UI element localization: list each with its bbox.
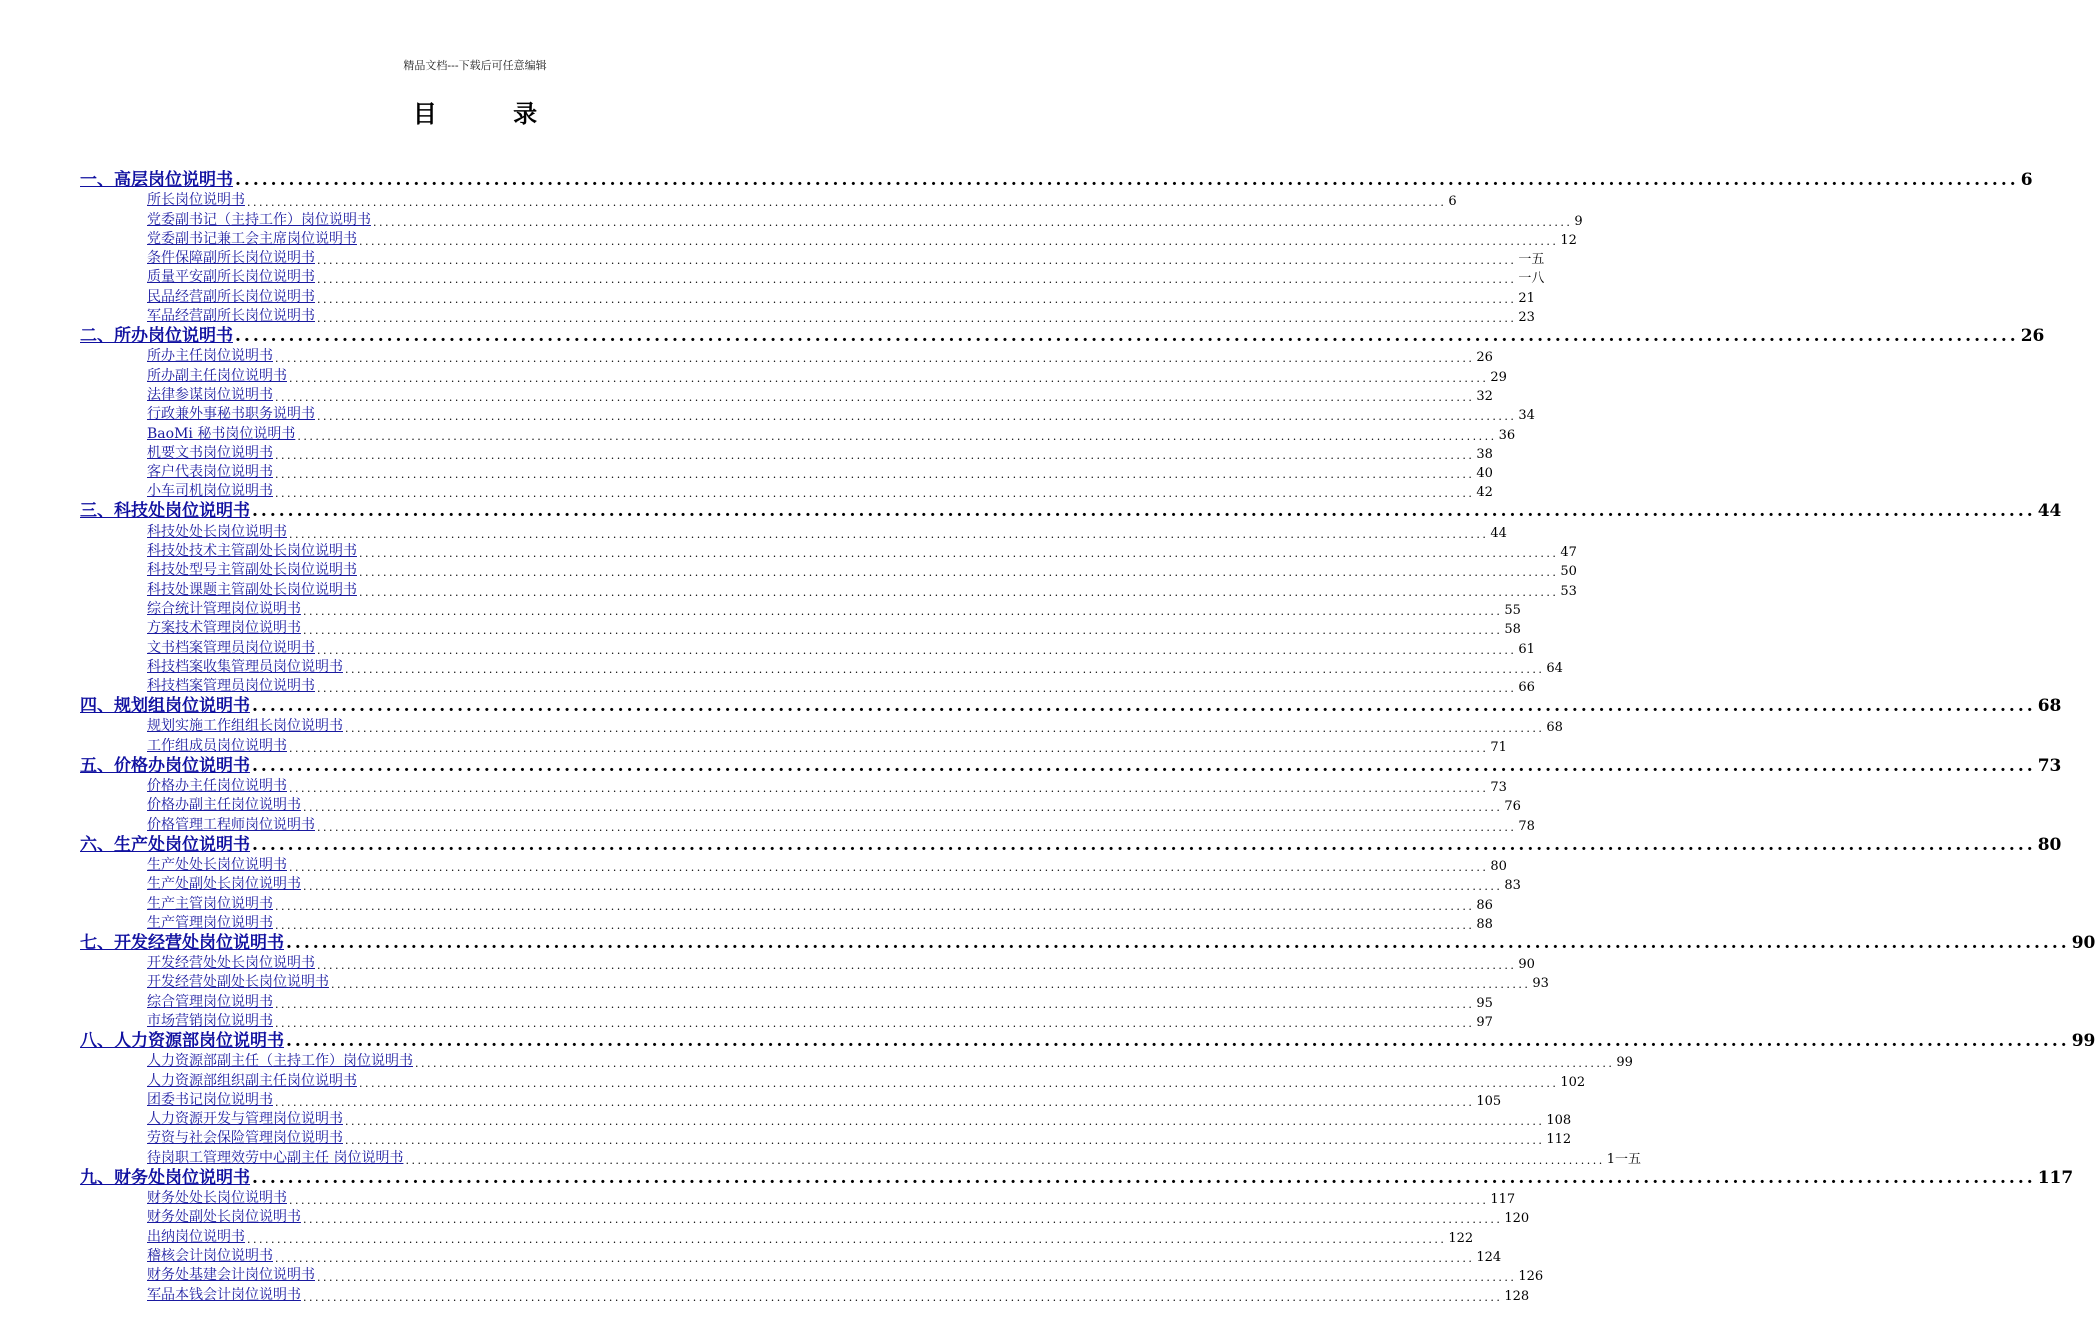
toc-item-entry[interactable]: [80, 599, 1521, 618]
toc-item-page: 99: [1616, 1055, 1633, 1071]
toc-section-title[interactable]: 九、财务处岗位说明书: [80, 1167, 250, 1188]
toc-item-title[interactable]: 条件保障副所长岗位说明书: [147, 250, 315, 267]
toc-item-entry[interactable]: [80, 1051, 1633, 1071]
toc-item-entry[interactable]: [80, 1207, 1530, 1227]
toc-item-entry[interactable]: [80, 385, 1493, 404]
toc-item-title[interactable]: 综合管理岗位说明书: [147, 993, 273, 1010]
toc-item-entry[interactable]: [80, 874, 1521, 894]
toc-item-title[interactable]: 人力资源部组织副主任岗位说明书: [147, 1072, 357, 1089]
toc-section-title[interactable]: 五、价格办岗位说明书: [80, 755, 250, 776]
dot-leader: ........................................................................................................................................................................................................: [415, 1057, 1615, 1071]
toc-item-page: 53: [1560, 583, 1577, 599]
toc-item-title[interactable]: 劳资与社会保险管理岗位说明书: [147, 1130, 343, 1147]
toc-item-title[interactable]: 规划实施工作组组长岗位说明书: [147, 718, 343, 735]
toc-item-page: 61: [1518, 641, 1535, 657]
toc-item-entry[interactable]: [80, 1226, 1474, 1246]
toc-item-page: 86: [1476, 897, 1493, 913]
toc-item-page: 29: [1490, 369, 1507, 385]
toc-item-title[interactable]: 质量平安副所长岗位说明书: [147, 269, 315, 286]
dot-leader: ........................................................................................................................................................................................................: [317, 410, 1517, 424]
dot-leader: ........................................................................................................................................................................................................: [345, 662, 1545, 676]
toc-section-title[interactable]: 二、所办岗位说明书: [80, 326, 233, 347]
toc-item-title[interactable]: 科技处处长岗位说明书: [147, 523, 287, 540]
toc-item-entry[interactable]: [80, 893, 1493, 913]
dot-leader: ........................................................................................................................................................................................................: [275, 448, 1475, 462]
dot-leader: ........................................................................................................................................................................................................: [289, 371, 1489, 385]
dot-leader: ........................................................................................................................................................................................................: [275, 352, 1475, 366]
toc-item-title[interactable]: 综合统计管理岗位说明书: [147, 600, 301, 617]
toc-item-entry[interactable]: [80, 443, 1493, 462]
toc-item-page: 108: [1546, 1113, 1572, 1129]
dot-leader: ........................................................................................................................................................................................................: [317, 254, 1517, 268]
toc-item-title[interactable]: 科技处技术主管副处长岗位说明书: [147, 543, 357, 560]
dot-leader: ........................................................................................................................................................................................................: [359, 585, 1559, 599]
toc-item-title[interactable]: 所办副主任岗位说明书: [147, 367, 287, 384]
dot-leader: ........................................................................................................................................................................................................: [297, 429, 1497, 443]
dot-leader: ........................................................................................................................................................................................................: [303, 604, 1503, 618]
toc-item-title[interactable]: 财务处处长岗位说明书: [147, 1190, 287, 1207]
toc-item-page: 105: [1476, 1093, 1502, 1109]
toc-item-page: 93: [1532, 976, 1549, 992]
toc-item-title[interactable]: 人力资源开发与管理岗位说明书: [147, 1111, 343, 1128]
toc-item-title[interactable]: 科技档案收集管理员岗位说明书: [147, 658, 343, 675]
toc-item-entry[interactable]: [80, 776, 1507, 796]
toc-item-page: 50: [1560, 564, 1577, 580]
dot-leader: ........................................................................................................................................................................................................: [405, 1153, 1605, 1167]
dot-leader: ........................................................................................................................................................................................................: [317, 1271, 1517, 1285]
toc-section-title[interactable]: 一、高层岗位说明书: [80, 170, 233, 190]
dot-leader: ........................................................................................................................................................................................................: [317, 273, 1517, 287]
toc-item-title[interactable]: 军品本钱会计岗位说明书: [147, 1286, 301, 1303]
toc-item-entry[interactable]: [80, 1246, 1502, 1265]
dot-leader: ........................................................................................................................................................................................................: [345, 1115, 1545, 1129]
toc-item-entry[interactable]: [80, 423, 1516, 443]
toc-item-entry[interactable]: [80, 267, 1545, 287]
toc-item-page: 55: [1504, 602, 1521, 618]
toc-item-entry[interactable]: [80, 209, 1583, 229]
toc-item-page: 80: [1490, 858, 1507, 874]
toc-item-title[interactable]: 客户代表岗位说明书: [147, 464, 273, 481]
toc-item-title[interactable]: 行政兼外事秘书职务说明书: [147, 406, 315, 423]
dot-leader: ........................................................................................................................................................................................................: [275, 997, 1475, 1011]
toc-item-page: 44: [1490, 525, 1507, 541]
toc-item-title[interactable]: 财务处副处长岗位说明书: [147, 1209, 301, 1226]
dot-leader: ........................................................................................................................................................................................................: [359, 234, 1559, 248]
toc-item-page: 78: [1518, 818, 1535, 834]
toc-section-entry[interactable]: [80, 500, 2062, 522]
toc-item-entry[interactable]: [80, 286, 1535, 306]
toc-item-page: 9: [1574, 213, 1583, 229]
toc-section-title[interactable]: 七、开发经营处岗位说明书: [80, 932, 284, 953]
dot-leader: ........................................................................................................................................................................................................: [317, 820, 1517, 834]
dot-leader: ........................................................................................................................................................................................................: [275, 1016, 1475, 1030]
dot-leader: ........................................................................................................................................................................................................: [345, 1134, 1545, 1148]
toc-item-page: 122: [1448, 1230, 1474, 1246]
toc-item-title[interactable]: 所长岗位说明书: [147, 192, 245, 209]
toc-item-page: 112: [1546, 1132, 1572, 1148]
toc-item-entry[interactable]: [80, 462, 1493, 482]
toc-item-page: 117: [1490, 1192, 1516, 1208]
toc-item-entry[interactable]: [80, 346, 1493, 366]
toc-item-entry[interactable]: [80, 248, 1545, 268]
toc-item-page: 95: [1476, 995, 1493, 1011]
dot-leader: ........................................................................................................................................................................................................: [289, 527, 1489, 541]
toc-section-page: 99: [2071, 1030, 2095, 1051]
toc-item-title[interactable]: 工作组成员岗位说明书: [147, 737, 287, 754]
dot-leader: ........................................................................................................................................................................................................: [303, 1213, 1503, 1227]
toc-item-entry[interactable]: [80, 953, 1535, 973]
toc-item-entry[interactable]: [80, 190, 1457, 210]
dot-leader: ........................................................................................................................................................................................................: [289, 782, 1489, 796]
toc-item-entry[interactable]: [80, 1090, 1502, 1109]
dot-leader: ........................................................................................................................................................................................................: [252, 696, 2036, 717]
toc-item-title[interactable]: 所办主任岗位说明书: [147, 348, 273, 365]
toc-item-title[interactable]: 科技处课题主管副处长岗位说明书: [147, 581, 357, 598]
toc-item-page: 97: [1476, 1014, 1493, 1030]
toc-item-title[interactable]: 市场营销岗位说明书: [147, 1012, 273, 1029]
toc-item-page: 一八: [1518, 271, 1545, 287]
header-note: 精品文档---下载后可任意编辑: [403, 59, 547, 72]
toc-item-entry[interactable]: [80, 716, 1563, 736]
toc-item-page: 一五: [1518, 252, 1545, 268]
toc-item-title[interactable]: 财务处基建会计岗位说明书: [147, 1267, 315, 1284]
toc-item-entry[interactable]: [80, 618, 1521, 638]
toc-section-entry[interactable]: [80, 932, 2095, 953]
toc-item-page: 71: [1490, 739, 1507, 755]
dot-leader: ........................................................................................................................................................................................................: [286, 932, 2070, 953]
toc-item-page: 83: [1504, 878, 1521, 894]
toc-item-title[interactable]: 出纳岗位说明书: [147, 1228, 245, 1245]
toc-item-page: 128: [1504, 1288, 1530, 1304]
toc-section-title[interactable]: 三、科技处岗位说明书: [80, 501, 250, 522]
dot-leader: ........................................................................................................................................................................................................: [317, 312, 1517, 326]
toc-section-entry[interactable]: [80, 325, 2045, 347]
toc-section-page: 117: [2037, 1167, 2074, 1188]
toc-item-page: 58: [1504, 622, 1521, 638]
toc-item-page: 38: [1476, 446, 1493, 462]
toc-item-entry[interactable]: [80, 365, 1507, 385]
dot-leader: ........................................................................................................................................................................................................: [359, 547, 1559, 561]
toc-item-title[interactable]: 价格管理工程师岗位说明书: [147, 816, 315, 833]
toc-item-title[interactable]: 开发经营处处长岗位说明书: [147, 955, 315, 972]
dot-leader: ........................................................................................................................................................................................................: [247, 196, 1447, 210]
toc-section-entry[interactable]: [80, 834, 2062, 855]
toc-item-entry[interactable]: [80, 657, 1563, 676]
toc-section-page: 44: [2037, 501, 2062, 522]
dot-leader: ........................................................................................................................................................................................................: [317, 682, 1517, 696]
toc-item-title[interactable]: 生产处处长岗位说明书: [147, 856, 287, 873]
dot-leader: ........................................................................................................................................................................................................: [252, 834, 2036, 855]
toc-item-page: 23: [1518, 310, 1535, 326]
dot-leader: ........................................................................................................................................................................................................: [275, 487, 1475, 501]
dot-leader: ........................................................................................................................................................................................................: [235, 170, 2019, 190]
dot-leader: ........................................................................................................................................................................................................: [345, 722, 1545, 736]
toc-item-page: 36: [1498, 427, 1516, 443]
toc-item-entry[interactable]: [80, 1284, 1530, 1304]
toc-item-title[interactable]: 团委书记岗位说明书: [147, 1091, 273, 1108]
toc-item-title[interactable]: 生产管理岗位说明书: [147, 914, 273, 931]
dot-leader: ........................................................................................................................................................................................................: [303, 1290, 1503, 1304]
toc-item-title[interactable]: 民品经营副所长岗位说明书: [147, 288, 315, 305]
toc-section-page: 26: [2020, 326, 2045, 347]
toc-item-page: 40: [1476, 466, 1493, 482]
toc-item-page: 64: [1546, 660, 1563, 676]
dot-leader: ........................................................................................................................................................................................................: [289, 1194, 1489, 1208]
dot-leader: ........................................................................................................................................................................................................: [289, 860, 1489, 874]
toc-item-title[interactable]: 科技处型号主管副处长岗位说明书: [147, 562, 357, 579]
toc-item-page: 6: [1448, 194, 1457, 210]
toc-item-page: 73: [1490, 780, 1507, 796]
page-title: 目 录: [412, 99, 572, 128]
toc-item-page: 120: [1504, 1211, 1530, 1227]
toc-item-title[interactable]: 科技档案管理员岗位说明书: [147, 678, 315, 695]
toc-item-title[interactable]: 生产主管岗位说明书: [147, 895, 273, 912]
toc-item-entry[interactable]: [80, 579, 1577, 599]
dot-leader: ........................................................................................................................................................................................................: [289, 741, 1489, 755]
dot-leader: ........................................................................................................................................................................................................: [247, 1232, 1447, 1246]
toc-item-page: 47: [1560, 545, 1577, 561]
dot-leader: ........................................................................................................................................................................................................: [359, 1076, 1559, 1090]
toc-item-page: 21: [1518, 290, 1535, 306]
toc-item-title[interactable]: 价格办副主任岗位说明书: [147, 797, 301, 814]
toc-item-page: 68: [1546, 720, 1563, 736]
dot-leader: ........................................................................................................................................................................................................: [275, 918, 1475, 932]
toc-item-title[interactable]: 开发经营处副处长岗位说明书: [147, 974, 329, 991]
toc-item-title[interactable]: 文书档案管理员岗位说明书: [147, 639, 315, 656]
toc-item-entry[interactable]: [80, 637, 1535, 657]
dot-leader: ........................................................................................................................................................................................................: [275, 1251, 1475, 1265]
toc-item-page: 12: [1560, 232, 1577, 248]
dot-leader: ........................................................................................................................................................................................................: [252, 755, 2036, 776]
toc-item-entry[interactable]: [80, 795, 1521, 815]
toc-section-page: 80: [2037, 834, 2062, 855]
toc-item-title[interactable]: 小车司机岗位说明书: [147, 483, 273, 500]
toc-section-page: 6: [2020, 170, 2033, 190]
toc-item-page: 32: [1476, 388, 1493, 404]
toc-item-page: 34: [1518, 408, 1535, 424]
toc-item-page: 76: [1504, 799, 1521, 815]
toc-item-entry[interactable]: [80, 855, 1507, 874]
toc-item-page: 66: [1518, 680, 1535, 696]
dot-leader: ........................................................................................................................................................................................................: [317, 643, 1517, 657]
toc-item-page: 126: [1518, 1269, 1544, 1285]
dot-leader: ........................................................................................................................................................................................................: [275, 390, 1475, 404]
toc-section-page: 68: [2037, 696, 2062, 717]
dot-leader: ........................................................................................................................................................................................................: [303, 880, 1503, 894]
dot-leader: ........................................................................................................................................................................................................: [252, 501, 2036, 522]
toc-item-entry[interactable]: [80, 1128, 1572, 1148]
dot-leader: ........................................................................................................................................................................................................: [252, 1167, 2036, 1188]
toc-item-page: 90: [1518, 957, 1535, 973]
toc-item-page: 26: [1476, 350, 1493, 366]
toc-item-page: 102: [1560, 1074, 1586, 1090]
dot-leader: ........................................................................................................................................................................................................: [275, 468, 1475, 482]
dot-leader: ........................................................................................................................................................................................................: [275, 899, 1475, 913]
toc-item-entry[interactable]: [80, 1265, 1544, 1285]
dot-leader: ........................................................................................................................................................................................................: [317, 292, 1517, 306]
toc-item-title[interactable]: 人力资源部副主任（主持工作）岗位说明书: [147, 1053, 413, 1070]
toc-item-entry[interactable]: [80, 560, 1577, 580]
toc-item-entry[interactable]: [80, 991, 1493, 1011]
toc-section-title[interactable]: 八、人力资源部岗位说明书: [80, 1030, 284, 1051]
toc-item-entry[interactable]: [80, 1070, 1586, 1090]
toc-item-title[interactable]: 党委副书记（主持工作）岗位说明书: [147, 211, 371, 228]
toc-section-title[interactable]: 六、生产处岗位说明书: [80, 834, 250, 855]
table-of-contents: [80, 169, 2095, 1304]
dot-leader: ........................................................................................................................................................................................................: [286, 1030, 2070, 1051]
dot-leader: ........................................................................................................................................................................................................: [235, 326, 2019, 347]
dot-leader: ........................................................................................................................................................................................................: [303, 624, 1503, 638]
dot-leader: ........................................................................................................................................................................................................: [331, 978, 1531, 992]
toc-item-entry[interactable]: [80, 1188, 1516, 1208]
toc-item-entry[interactable]: [80, 541, 1577, 561]
toc-section-title[interactable]: 四、规划组岗位说明书: [80, 696, 250, 717]
toc-item-title[interactable]: 价格办主任岗位说明书: [147, 778, 287, 795]
toc-section-entry[interactable]: [80, 169, 2033, 190]
toc-item-title[interactable]: BaoMi 秘书岗位说明书: [147, 425, 296, 442]
toc-item-title[interactable]: 生产处副处长岗位说明书: [147, 876, 301, 893]
dot-leader: ........................................................................................................................................................................................................: [303, 801, 1503, 815]
toc-item-title[interactable]: 机要文书岗位说明书: [147, 444, 273, 461]
toc-item-title[interactable]: 军品经营副所长岗位说明书: [147, 308, 315, 325]
toc-item-entry[interactable]: [80, 404, 1535, 424]
toc-section-entry[interactable]: [80, 1030, 2095, 1051]
toc-item-page: 1一五: [1606, 1151, 1642, 1167]
toc-item-entry[interactable]: [80, 972, 1549, 992]
dot-leader: ........................................................................................................................................................................................................: [359, 566, 1559, 580]
toc-section-entry[interactable]: [80, 1167, 2074, 1188]
toc-item-title[interactable]: 党委副书记兼工会主席岗位说明书: [147, 230, 357, 247]
toc-section-entry[interactable]: [80, 755, 2062, 776]
toc-item-page: 88: [1476, 916, 1493, 932]
dot-leader: ........................................................................................................................................................................................................: [317, 959, 1517, 973]
dot-leader: ........................................................................................................................................................................................................: [275, 1095, 1475, 1109]
toc-item-title[interactable]: 稽核会计岗位说明书: [147, 1247, 273, 1264]
toc-section-page: 90: [2071, 932, 2095, 953]
toc-item-title[interactable]: 方案技术管理岗位说明书: [147, 620, 301, 637]
toc-item-title[interactable]: 法律参谋岗位说明书: [147, 386, 273, 403]
toc-section-entry[interactable]: [80, 695, 2062, 717]
toc-item-entry[interactable]: [80, 521, 1507, 541]
toc-item-page: 124: [1476, 1249, 1502, 1265]
toc-item-entry[interactable]: [80, 229, 1577, 248]
toc-section-page: 73: [2037, 755, 2062, 776]
dot-leader: ........................................................................................................................................................................................................: [373, 215, 1573, 229]
toc-item-title[interactable]: 待岗职工管理效劳中心副主任 岗位说明书: [147, 1149, 404, 1166]
toc-item-page: 42: [1476, 485, 1493, 501]
toc-item-entry[interactable]: [80, 1109, 1572, 1129]
